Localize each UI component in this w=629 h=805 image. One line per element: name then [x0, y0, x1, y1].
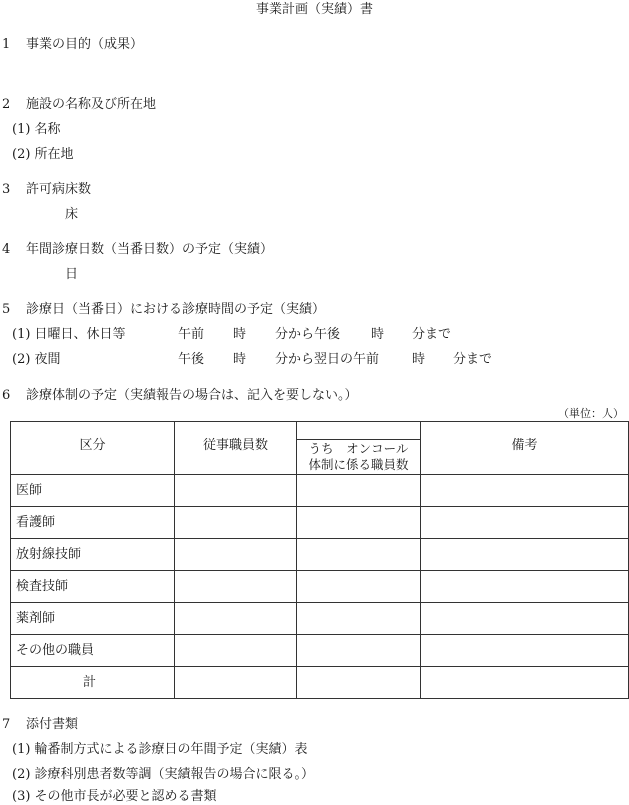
row-label-lab-tech: 検査技師 [11, 571, 175, 603]
cell-remarks [421, 667, 629, 699]
cell-oncall-count [297, 635, 421, 667]
header-remarks [421, 422, 629, 475]
section-5-row1-label: (1) 日曜日、休日等 [12, 327, 126, 342]
cell-staff-count [175, 603, 297, 635]
section-3-unit: 床 [65, 207, 79, 222]
section-7-number: 7 [2, 717, 11, 732]
table-row [11, 571, 629, 603]
section-5-row1-until: 分まで [412, 327, 452, 342]
section-1-number: 1 [2, 37, 11, 52]
header-staff-count-label: 従事職員数 [202, 438, 268, 453]
section-2-item-name: (1) 名称 [12, 122, 61, 137]
section-7-item-1: (1) 輪番制方式による診療日の年間予定（実績）表 [12, 742, 308, 757]
cell-remarks [421, 635, 629, 667]
section-4-heading: 年間診療日数（当番日数）の予定（実績） [26, 242, 274, 257]
row-label-radiology-tech: 放射線技師 [11, 539, 175, 571]
table-row [11, 475, 629, 507]
row-label-total: 計 [11, 667, 175, 699]
table-row [11, 635, 629, 667]
table-row [11, 603, 629, 635]
cell-oncall-count [297, 507, 421, 539]
section-4-number: 4 [2, 242, 11, 257]
cell-staff-count [175, 475, 297, 507]
cell-oncall-count [297, 603, 421, 635]
cell-remarks [421, 475, 629, 507]
cell-remarks [421, 571, 629, 603]
header-category-label: 区分 [79, 438, 106, 453]
section-5-row2-label: (2) 夜間 [12, 352, 61, 367]
section-5-heading: 診療日（当番日）における診療時間の予定（実績） [26, 302, 326, 317]
section-7-item-2: (2) 診療科別患者数等調（実績報告の場合に限る。） [12, 767, 315, 782]
header-category [11, 422, 175, 475]
section-7-item-3: (3) その他市長が必要と認める書類 [12, 789, 217, 804]
section-5-row1-hour2: 時 [371, 327, 385, 342]
table-row [11, 539, 629, 571]
section-3-heading: 許可病床数 [26, 182, 92, 197]
table-row [11, 507, 629, 539]
row-label-doctor: 医師 [11, 475, 175, 507]
cell-oncall-count [297, 667, 421, 699]
header-oncall [297, 422, 421, 475]
section-5-number: 5 [2, 302, 11, 317]
section-5-row2-from: 分から翌日の午前 [275, 352, 380, 367]
cell-staff-count [175, 667, 297, 699]
cell-oncall-count [297, 571, 421, 603]
header-staff-count [175, 422, 297, 475]
cell-oncall-count [297, 475, 421, 507]
table-header-row [11, 422, 629, 475]
row-label-other-staff: その他の職員 [11, 635, 175, 667]
section-2-item-address: (2) 所在地 [12, 147, 74, 162]
section-5-row1-from: 分から午後 [275, 327, 341, 342]
section-5-row1-hour: 時 [233, 327, 247, 342]
section-3-number: 3 [2, 182, 11, 197]
header-oncall-box [297, 439, 420, 474]
header-oncall-line1: うち オンコール [308, 441, 409, 456]
section-5-row1-am: 午前 [178, 327, 205, 342]
cell-staff-count [175, 539, 297, 571]
section-6-number: 6 [2, 388, 11, 403]
unit-note: （単位：人） [558, 407, 624, 420]
section-2-number: 2 [2, 97, 11, 112]
document-title: 事業計画（実績）書 [255, 2, 373, 17]
cell-staff-count [175, 635, 297, 667]
cell-remarks [421, 507, 629, 539]
section-5-row2-pm: 午後 [178, 352, 205, 367]
header-remarks-label: 備考 [511, 438, 538, 453]
staffing-table [10, 421, 629, 699]
section-5-row2-until: 分まで [453, 352, 493, 367]
section-7-heading: 添付書類 [26, 717, 79, 732]
cell-remarks [421, 603, 629, 635]
section-4-unit: 日 [65, 267, 79, 282]
cell-remarks [421, 539, 629, 571]
cell-staff-count [175, 571, 297, 603]
table-total-row [11, 667, 629, 699]
header-oncall-line2: 体制に係る職員数 [308, 457, 409, 472]
section-2-heading: 施設の名称及び所在地 [26, 97, 157, 112]
section-1-heading: 事業の目的（成果） [26, 37, 144, 52]
cell-oncall-count [297, 539, 421, 571]
row-label-nurse: 看護師 [11, 507, 175, 539]
section-6-heading: 診療体制の予定（実績報告の場合は、記入を要しない。） [26, 388, 358, 403]
section-5-row2-hour2: 時 [412, 352, 426, 367]
section-5-row2-hour: 時 [233, 352, 247, 367]
row-label-pharmacist: 薬剤師 [11, 603, 175, 635]
cell-staff-count [175, 507, 297, 539]
